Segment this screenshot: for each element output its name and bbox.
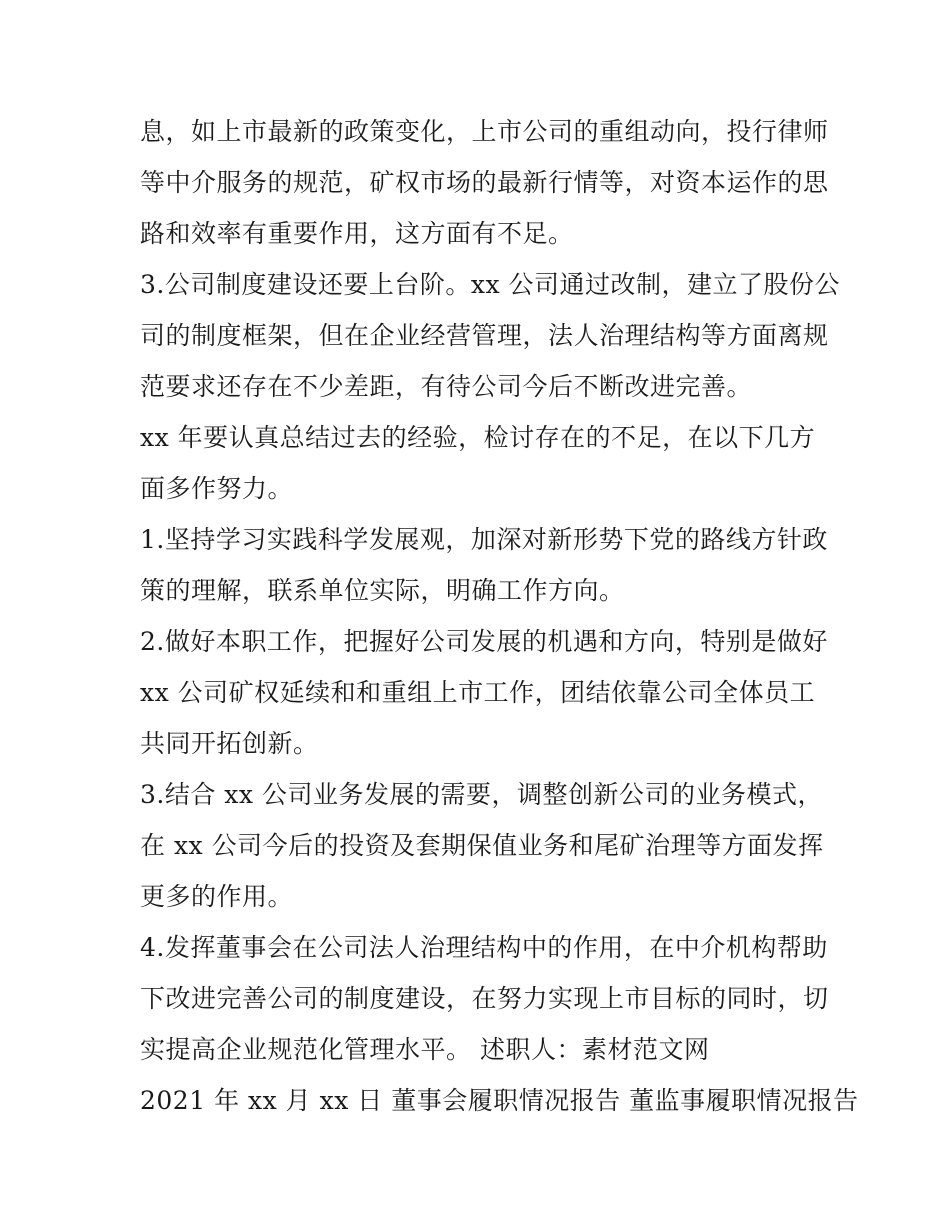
text-line: xx 公司矿权延续和和重组上市工作，团结依靠公司全体员工 [140,678,816,707]
text-line: 范要求还存在不少差距，有待公司今后不断改进完善。 [140,372,753,401]
text-line: 路和效率有重要作用，这方面有不足。 [140,219,574,248]
text-line: 3.公司制度建设还要上台阶。xx 公司通过改制，建立了股份公 [140,270,840,299]
text-line: 4.发挥董事会在公司法人治理结构中的作用，在中介机构帮助 [140,933,828,962]
body-text [140,106,859,1126]
text-line: 实提高企业规范化管理水平。 述职人：素材范文网 [140,1035,710,1064]
text-line: 2.做好本职工作，把握好公司发展的机遇和方向，特别是做好 [140,627,828,656]
text-line: 在 xx 公司今后的投资及套期保值业务和尾矿治理等方面发挥 [140,831,824,860]
text-line: 策的理解，联系单位实际，明确工作方向。 [140,576,625,605]
text-line: 3.结合 xx 公司业务发展的需要，调整创新公司的业务模式， [140,780,823,809]
text-line: 2021 年 xx 月 xx 日 董事会履职情况报告 董监事履职情况报告 [140,1086,859,1115]
text-line: 面多作努力。 [140,474,294,503]
text-line: 司的制度框架，但在企业经营管理，法人治理结构等方面离规 [140,321,829,350]
text-line: 1.坚持学习实践科学发展观，加深对新形势下党的路线方针政 [140,525,828,554]
text-line: 等中介服务的规范，矿权市场的最新行情等，对资本运作的思 [140,168,829,197]
text-line: 息，如上市最新的政策变化，上市公司的重组动向，投行律师 [140,117,829,146]
text-line: xx 年要认真总结过去的经验，检讨存在的不足，在以下几方 [140,423,816,452]
text-line: 下改进完善公司的制度建设，在努力实现上市目标的同时，切 [140,984,829,1013]
text-line: 更多的作用。 [140,882,294,911]
text-line: 共同开拓创新。 [140,729,319,758]
